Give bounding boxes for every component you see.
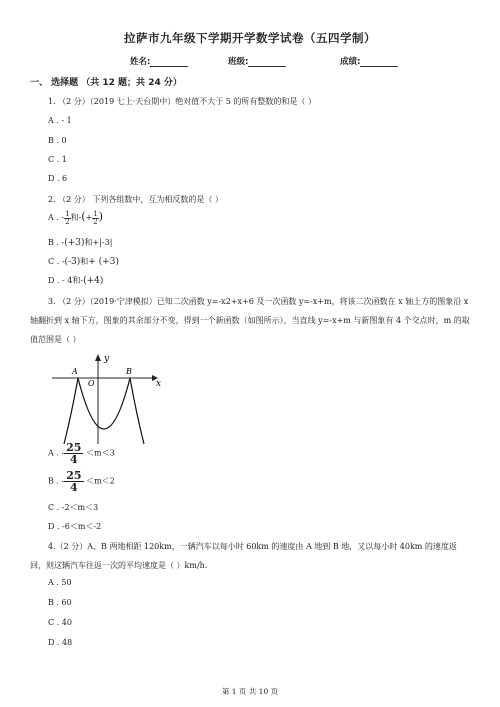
q3-option-c: C . -2＜m＜3 xyxy=(48,503,99,512)
page-title: 拉萨市九年级下学期开学数学试卷（五四学制） xyxy=(124,31,376,45)
name-field xyxy=(130,55,188,67)
q4-option-b: B . 60 xyxy=(48,598,72,607)
q3-option-b: B . - $\frac{25}{4}$ ＜m＜2 xyxy=(48,469,115,494)
fraction: $\frac{25}{4}$ xyxy=(66,469,82,494)
left-branch xyxy=(64,378,78,444)
point-b-label: B xyxy=(126,367,132,376)
fraction: $\frac{1}{2}$ xyxy=(65,209,70,226)
y-label: y xyxy=(104,354,110,364)
question-1-stem: 1. （2 分）（2019 七上·天台期中）绝对值不大于 5 的所有整数的和是（ ） xyxy=(48,97,316,106)
q4-option-c: C . 40 xyxy=(48,618,72,627)
q3-option-d: D . -6＜m＜-2 xyxy=(48,522,102,531)
q4-option-d: D . 48 xyxy=(48,638,73,647)
question-3-stem: 3. （2 分）（2019·宁津模拟）已知二次函数 y=-x2+x+6 及一次函数 y=-x+m，将该二次函数在 x 轴上方的图象沿 x 轴翻折到 x 轴下方，图象的其余部分不变，得到一个新函数（如图所示），当直线 y=-x+m 与新图象有 4 个交点时，m 的取值范围是（ ） xyxy=(30,297,470,344)
q4-option-a: A . 50 xyxy=(48,578,72,587)
class-blank xyxy=(248,57,286,67)
x-label: x xyxy=(156,379,162,389)
fraction: $\frac{25}{4}$ xyxy=(66,441,82,466)
q2-option-b: B . -(+3)和+|-3| xyxy=(48,238,113,248)
reflected-parabola xyxy=(78,378,130,429)
score-field xyxy=(340,55,398,67)
name-label: 姓名: xyxy=(130,57,151,67)
name-blank xyxy=(150,57,188,67)
point-a-label: A xyxy=(72,367,78,376)
q1-option-a: A . - 1 xyxy=(48,116,72,125)
q3-option-a: A . - $\frac{25}{4}$ ＜m＜3 xyxy=(48,441,115,466)
section-heading: 一、 选择题 （共 12 题；共 24 分） xyxy=(30,78,182,88)
origin-label: O xyxy=(88,379,95,388)
question-2-stem: 2. （2 分） 下列各组数中，互为相反数的是（ ） xyxy=(48,195,223,204)
right-branch xyxy=(130,378,144,444)
score-blank xyxy=(360,57,398,67)
q1-option-c: C . 1 xyxy=(48,155,67,164)
q2-option-c: C . -(-3)和+ (+3) xyxy=(48,257,119,267)
q1-option-b: B . 0 xyxy=(48,136,67,145)
q1-option-d: D . 6 xyxy=(48,174,68,183)
class-field xyxy=(228,55,286,67)
q3-graph xyxy=(48,352,168,448)
q2-option-d: D . - 4和-(+4) xyxy=(48,276,104,286)
y-axis-arrow xyxy=(95,354,101,361)
score-label: 成绩: xyxy=(340,57,361,67)
question-4-stem: 4.（2 分）A、B 两地相距 120km，一辆汽车以每小时 60km 的速度由 A 地到 B 地，又以每小时 40km 的速度返回，则这辆汽车往返一次的平均速度是（ ）km/h. xyxy=(30,542,457,570)
class-label: 班级: xyxy=(228,57,249,67)
page-footer: 第 1 页 共 10 页 xyxy=(221,687,279,696)
fraction: $\frac{1}{2}$ xyxy=(93,209,98,226)
q2-option-a: A . - $\frac{1}{2}$ 和-(+ $\frac{1}{2}$ ) xyxy=(48,209,104,226)
